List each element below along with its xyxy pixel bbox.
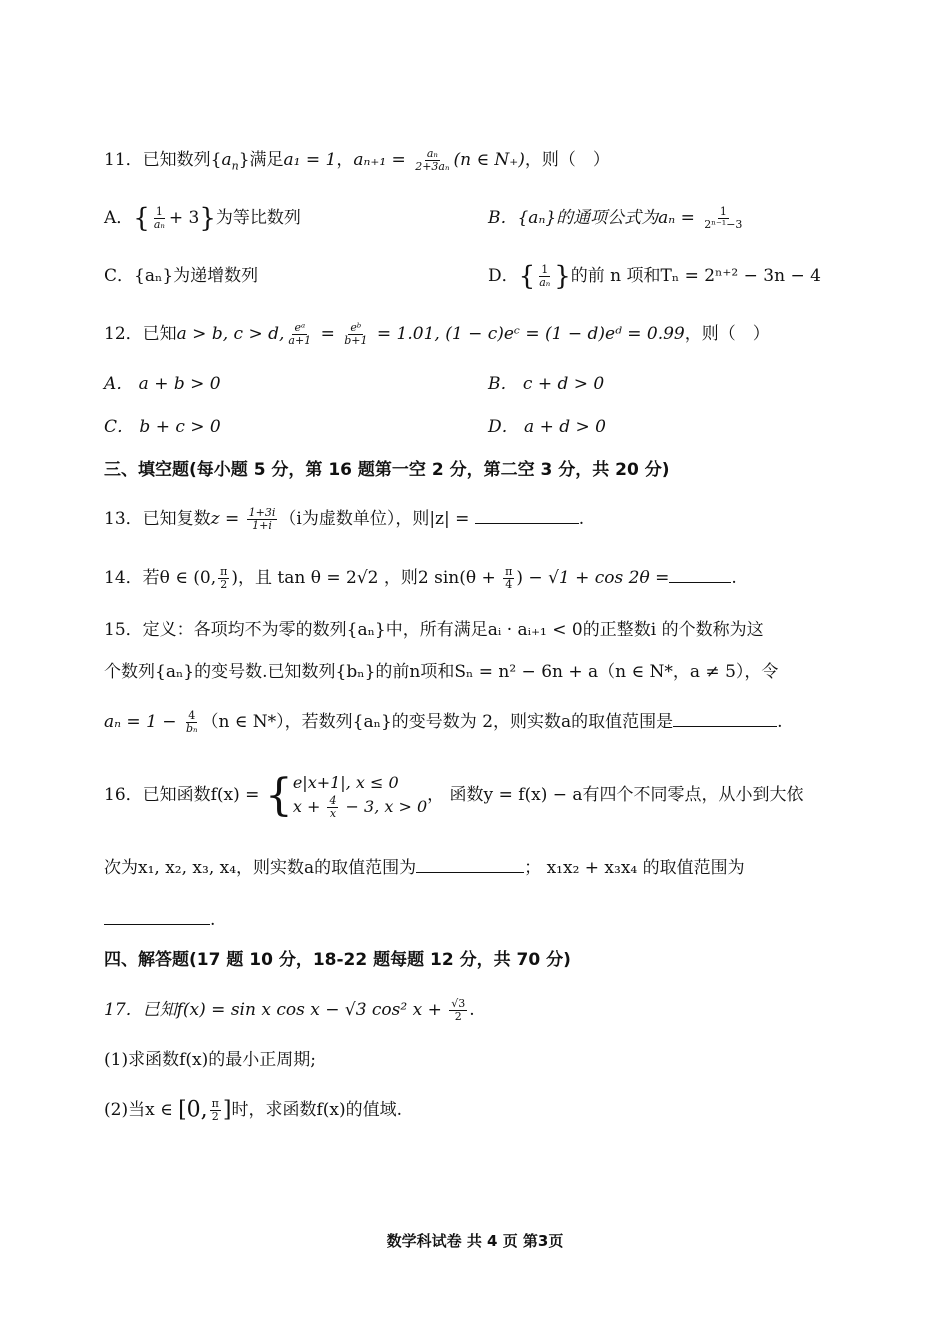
q17-end: . xyxy=(469,1000,475,1020)
q17-p2-den: 2 xyxy=(211,1110,219,1123)
q14-interval-r: ) xyxy=(231,568,238,588)
q17-part-1: (1)求函数f(x)的最小正周期; xyxy=(104,1050,316,1070)
q16-case2-a: x + xyxy=(292,797,326,816)
q16-case-2 xyxy=(293,795,427,820)
q17-frac xyxy=(449,998,467,1023)
q12-prefix: 12．已知 xyxy=(104,324,177,344)
q17-frac-num: √3 xyxy=(451,997,466,1010)
q15-rest: （n ∈ N*），若数列{aₙ}的变号数为 2，则实数a的取值范围是 xyxy=(201,712,674,732)
q17-part-2 xyxy=(104,1098,402,1123)
q16-case2-b: − 3, x > 0 xyxy=(340,797,428,816)
q14-paren-l: (θ + xyxy=(459,568,502,588)
q16-end: . xyxy=(210,910,216,930)
q14-pi4-num: π xyxy=(505,565,513,578)
q12-end: ，则（ ） xyxy=(684,324,770,344)
q17-stem xyxy=(104,998,475,1023)
q11-d-text: 的前 n 项和Tₙ = 2ⁿ⁺² − 3n − 4 xyxy=(570,266,821,286)
q14-mid: ，且 tan θ = 2√2 ，则2 sin xyxy=(238,568,460,588)
q11-b-frac-den: 2ⁿ⁻¹−3 xyxy=(704,218,743,231)
q11-a-rest: + 3 xyxy=(168,208,200,228)
q14-pi4-frac xyxy=(503,566,514,591)
q11-option-a: A．{ $\frac{1}{\text{aₙ}}$ + 3}为等比数列 xyxy=(104,203,301,234)
q11-d-frac xyxy=(537,264,552,289)
q16-case2-den: x xyxy=(329,807,337,820)
q15-line-2: 个数列{aₙ}的变号数.已知数列{bₙ}的前n项和Sₙ = n² − 6n + a（n ∈ N*，a ≠ 5），令 xyxy=(104,662,779,682)
q13-prefix: 13．已知复数 xyxy=(104,509,211,529)
q11-b-frac xyxy=(702,206,744,231)
q12-option-b: B． c + d > 0 xyxy=(488,374,605,394)
q12-frac1-num: eᵃ xyxy=(294,321,306,334)
q14-pi4-den: 4 xyxy=(505,578,513,591)
q16-case2-num: 4 xyxy=(329,794,337,807)
q16-stem xyxy=(104,770,804,820)
q17-p2-a: (2)当x ∈ xyxy=(104,1100,179,1120)
page-footer: 数学科试卷 共 4 页 第3页 xyxy=(386,1232,564,1250)
q15-frac xyxy=(184,710,200,735)
q16-line2-a: 次为x₁, x₂, x₃, x₄，则实数a的取值范围为 xyxy=(104,858,417,878)
q17-stem-text: 17．已知f(x) = sin x cos x − √3 cos² x + xyxy=(104,1000,448,1020)
q14-interval-l: (0, xyxy=(193,568,217,588)
q16-rest: ， 函数y = f(x) − a有四个不同零点，从小到大依 xyxy=(427,785,804,805)
q12-rest: = 1.01, (1 − c)eᶜ = (1 − d)eᵈ = 0.99 xyxy=(371,324,685,344)
q11-c-text: C．{aₙ}为递增数列 xyxy=(104,266,259,286)
q11-a-text: 为等比数列 xyxy=(215,208,301,228)
q11-frac-num: aₙ xyxy=(426,147,438,160)
q11-a-frac-num: 1 xyxy=(155,205,163,218)
q11-d-frac-den: aₙ xyxy=(539,276,551,289)
q16-answer-blank-2[interactable] xyxy=(104,908,210,925)
q13-rest: （i为虚数单位），则|z| = xyxy=(279,509,475,529)
q14-paren-r: ) xyxy=(516,568,524,588)
q13-answer-blank[interactable] xyxy=(475,507,579,524)
q11-a-label: A． xyxy=(104,208,134,228)
q14-pi-frac xyxy=(218,566,229,591)
q13-frac-num: 1+3i xyxy=(248,506,276,519)
q11-stem xyxy=(104,148,610,178)
q12-eq: = xyxy=(315,324,341,344)
q12-option-d: D． a + d > 0 xyxy=(488,417,606,437)
q13-frac-den: 1+i xyxy=(252,519,272,532)
q16-case2-frac xyxy=(327,795,338,820)
q11-fraction xyxy=(413,148,451,173)
q11-option-b xyxy=(488,206,746,231)
q11-option-d: D．{ $\frac{1}{\text{aₙ}}$ }的前 n 项和Tₙ = 2ⁿ⁺² − 3n − 4 xyxy=(488,261,821,292)
q13-end: . xyxy=(578,509,585,529)
q17-frac-den: 2 xyxy=(454,1010,462,1023)
q11-frac-den: 2+3aₙ xyxy=(415,160,450,173)
q11-d-frac-num: 1 xyxy=(541,263,549,276)
q11-a: a xyxy=(221,150,232,170)
q14-pi-num: π xyxy=(220,565,228,578)
q15-line-3 xyxy=(104,710,783,735)
q17-p2-r: ] xyxy=(222,1097,232,1123)
q12-frac2-den: b+1 xyxy=(344,334,368,347)
q11-prefix: 11．已知数列{ xyxy=(104,150,222,170)
q12-frac2-num: eᵇ xyxy=(350,321,362,334)
q11-mid: }满足 xyxy=(238,150,284,170)
q11-sep: ， xyxy=(336,150,354,170)
q17-p2-frac xyxy=(210,1098,221,1123)
q11-b-text: B．{aₙ}的通项公式为aₙ = xyxy=(488,208,701,228)
q11-d-label: D． xyxy=(488,266,519,286)
q16-prefix: 16．已知函数f(x) = xyxy=(104,785,265,805)
q11-domain: (n ∈ N₊) xyxy=(453,150,525,170)
q11-a-frac xyxy=(152,206,167,231)
q16-line2-b: ； x₁x₂ + x₃x₄ 的取值范围为 xyxy=(524,858,745,878)
q12-frac2 xyxy=(342,322,369,347)
q15-end: . xyxy=(777,712,783,732)
q14-answer-blank[interactable] xyxy=(669,566,731,583)
q16-piecewise: { e|x+1|, x ≤ 0 x + $\frac{4}{x}$ − 3, x > 0 xyxy=(264,769,428,821)
q13-z: z = xyxy=(210,509,245,529)
q11-cond: a₁ = 1 xyxy=(283,150,337,170)
q17-p2-b: 时，求函数f(x)的值域. xyxy=(231,1100,403,1120)
q17-p2-num: π xyxy=(211,1097,219,1110)
q12-frac1-den: a+1 xyxy=(288,334,312,347)
q12-option-a: A． a + b > 0 xyxy=(104,374,221,394)
q14-end: . xyxy=(731,568,737,588)
q15-an: aₙ = 1 − xyxy=(104,712,182,732)
q12-option-c: C． b + c > 0 xyxy=(104,417,221,437)
q13-stem xyxy=(104,507,584,532)
q12-stem xyxy=(104,322,770,347)
q11-a-frac-den: aₙ xyxy=(153,218,165,231)
q16-line-2 xyxy=(104,856,745,880)
q11-option-c xyxy=(104,264,258,288)
q12-cond: a > b, c > d, xyxy=(176,324,285,344)
q16-answer-blank-1[interactable] xyxy=(416,856,524,873)
q16-case-1: e|x+1|, x ≤ 0 xyxy=(292,773,399,792)
q16-line-3 xyxy=(104,908,215,932)
q11-n: n xyxy=(231,159,239,173)
section-4-heading: 四、解答题(17 题 10 分，18-22 题每题 12 分，共 70 分) xyxy=(104,950,571,970)
q11-end: ，则（ ） xyxy=(524,150,610,170)
q11-b-frac-num: 1 xyxy=(719,205,727,218)
q14-rest: − √1 + cos 2θ = xyxy=(523,568,670,588)
q15-line-1: 15．定义：各项均不为零的数列{aₙ}中，所有满足aᵢ · aᵢ₊₁ < 0的正整数i 的个数称为这 xyxy=(104,620,764,640)
q14-prefix: 14．若θ ∈ xyxy=(104,568,194,588)
q12-frac1 xyxy=(286,322,313,347)
q17-p2-l: [0, xyxy=(178,1097,208,1123)
q15-answer-blank[interactable] xyxy=(673,710,777,727)
section-3-heading: 三、填空题(每小题 5 分，第 16 题第一空 2 分，第二空 3 分，共 20 分) xyxy=(104,460,670,480)
q14-pi-den: 2 xyxy=(220,578,228,591)
q13-frac xyxy=(247,507,278,532)
q15-frac-num: 4 xyxy=(188,709,196,722)
q11-recurrence: aₙ₊₁ = xyxy=(353,150,412,170)
q14-stem xyxy=(104,566,737,591)
q15-frac-den: bₙ xyxy=(185,722,198,735)
